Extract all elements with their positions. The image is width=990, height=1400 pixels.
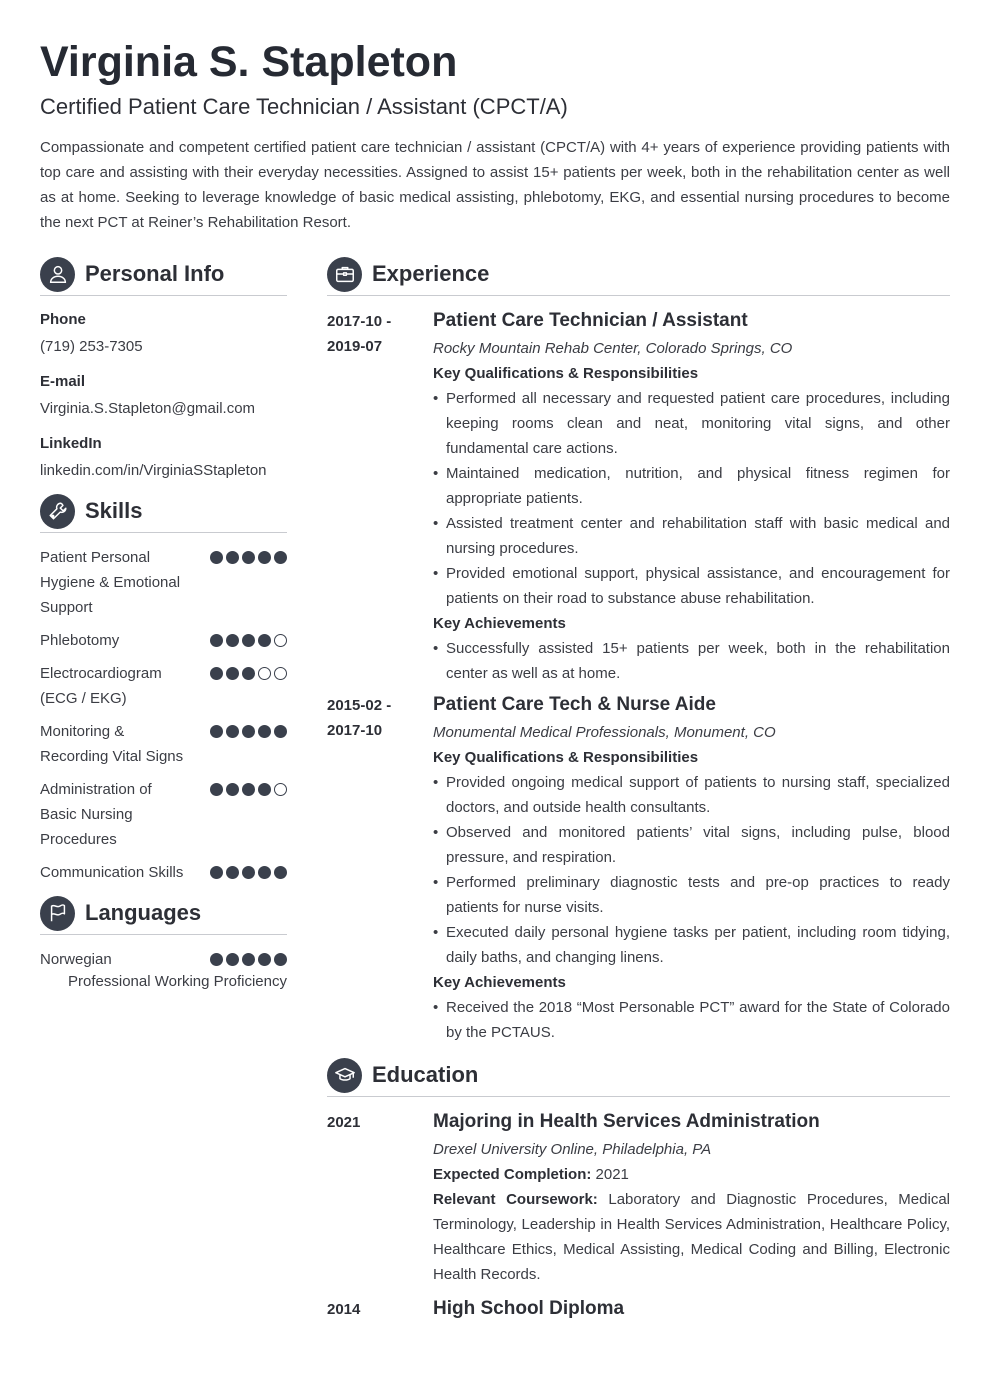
date-start: 2015-02 - (327, 697, 392, 714)
job-organization: Monumental Medical Professionals, Monument, CO (433, 724, 776, 741)
responsibility-item: • Maintained medication, nutrition, and physical fitness regimen for appropriate patients. (433, 461, 950, 511)
responsibilities-heading: Key Qualifications & Responsibilities (433, 749, 699, 766)
filled-dot (274, 551, 287, 564)
filled-dot (210, 634, 223, 647)
skill-row (40, 545, 287, 620)
experience-list (327, 309, 950, 1045)
empty-dot (274, 783, 287, 796)
filled-dot (210, 667, 223, 680)
education-year: 2021 (327, 1114, 361, 1131)
responsibilities-heading: Key Qualifications & Responsibilities (433, 365, 699, 382)
filled-dot (242, 783, 255, 796)
relevant-coursework (433, 1187, 950, 1287)
linkedin-label: LinkedIn (40, 435, 102, 452)
filled-dot (274, 953, 287, 966)
achievement-item: • Successfully assisted 15+ patients per week, both in the rehabilitation center as well as at home. (433, 636, 950, 686)
achievement-item: • Received the 2018 “Most Personable PCT” award for the State of Colorado by the PCTAUS. (433, 995, 950, 1045)
right-column (327, 256, 950, 1323)
filled-dot (242, 667, 255, 680)
rating-dots (210, 667, 287, 711)
left-column (40, 256, 287, 992)
filled-dot (226, 953, 239, 966)
filled-dot (258, 725, 271, 738)
filled-dot (226, 866, 239, 879)
email-label: E-mail (40, 373, 86, 390)
achievements-heading: Key Achievements (433, 615, 566, 632)
filled-dot (210, 783, 223, 796)
languages-list (40, 947, 287, 992)
filled-dot (210, 551, 223, 564)
job-title: Patient Care Tech & Nurse Aide (433, 694, 716, 715)
skill-row (40, 777, 287, 852)
filled-dot (242, 634, 255, 647)
education-year: 2014 (327, 1301, 361, 1318)
experience-header (327, 256, 950, 296)
entry-body (433, 309, 950, 686)
rating-dots (210, 783, 287, 852)
entry-body (433, 1297, 950, 1323)
job-organization: Rocky Mountain Rehab Center, Colorado Springs, CO (433, 340, 793, 357)
skill-name: Phlebotomy (40, 632, 120, 649)
language-row (40, 947, 287, 972)
filled-dot (226, 667, 239, 680)
education-entry (327, 1297, 950, 1323)
education-list (327, 1110, 950, 1323)
completion-label: Expected Completion: (433, 1166, 592, 1183)
language-proficiency: Professional Working Proficiency (68, 973, 287, 990)
skill-row (40, 719, 287, 769)
entry-dates (327, 309, 433, 686)
responsibility-item: • Performed preliminary diagnostic tests and pre-op practices to ready patients for nurse visits. (433, 870, 950, 920)
filled-dot (258, 634, 271, 647)
filled-dot (226, 783, 239, 796)
filled-dot (226, 725, 239, 738)
filled-dot (242, 551, 255, 564)
coursework-value: Laboratory and Diagnostic Procedures, Medical Terminology, Leadership in Health Services Administration, Healthcare Policy, Healthcare Ethics, Medical Assisting, Medical Coding and Billing, Electronic Health Records. (433, 1191, 950, 1283)
education-title: Education (372, 1062, 479, 1087)
date-start: 2017-10 - (327, 313, 392, 330)
skill-row (40, 661, 287, 711)
candidate-headline: Certified Patient Care Technician / Assistant (CPCT/A) (40, 94, 568, 119)
filled-dot (258, 783, 271, 796)
empty-dot (274, 634, 287, 647)
achievements-heading: Key Achievements (433, 974, 566, 991)
filled-dot (226, 634, 239, 647)
skill-name: Monitoring & Recording Vital Signs (40, 723, 184, 765)
filled-dot (242, 953, 255, 966)
candidate-name: Virginia S. Stapleton (40, 38, 458, 86)
skill-name: Electrocardiogram (ECG / EKG) (40, 665, 162, 707)
job-title: Patient Care Technician / Assistant (433, 310, 748, 331)
achievements-list (433, 636, 950, 686)
coursework-label: Relevant Coursework: (433, 1191, 598, 1208)
experience-entry (327, 309, 950, 686)
responsibilities-list (433, 386, 950, 611)
filled-dot (242, 866, 255, 879)
filled-dot (258, 953, 271, 966)
language-name: Norwegian (40, 951, 112, 968)
person-icon (40, 257, 75, 292)
skills-header (40, 493, 287, 533)
rating-dots (210, 866, 287, 885)
linkedin-link[interactable]: linkedin.com/in/VirginiaSStapleton (40, 462, 267, 479)
degree-title: High School Diploma (433, 1298, 625, 1319)
date-end: 2017-10 (327, 722, 383, 739)
languages-title: Languages (85, 900, 202, 925)
degree-title: Majoring in Health Services Administration (433, 1111, 820, 1132)
skill-name: Patient Personal Hygiene & Emotional Support (40, 549, 181, 616)
email-link[interactable]: Virginia.S.Stapleton@gmail.com (40, 400, 256, 417)
skill-name: Communication Skills (40, 864, 184, 881)
phone-label: Phone (40, 311, 86, 328)
skill-row (40, 860, 287, 885)
experience-title: Experience (372, 261, 490, 286)
achievements-list (433, 995, 950, 1045)
filled-dot (274, 725, 287, 738)
entry-dates (327, 693, 433, 1045)
completion-value: 2021 (595, 1166, 629, 1183)
expected-completion (433, 1162, 950, 1187)
responsibility-item: • Provided emotional support, physical assistance, and encouragement for patients on their road to substance abuse rehabilitation. (433, 561, 950, 611)
entry-body (433, 693, 950, 1045)
filled-dot (210, 953, 223, 966)
education-header (327, 1057, 950, 1097)
filled-dot (210, 725, 223, 738)
rating-dots (210, 953, 287, 972)
responsibilities-list (433, 770, 950, 970)
filled-dot (226, 551, 239, 564)
rating-dots (210, 551, 287, 620)
experience-entry (327, 693, 950, 1045)
filled-dot (242, 725, 255, 738)
school-name: Drexel University Online, Philadelphia, PA (433, 1141, 712, 1158)
filled-dot (258, 551, 271, 564)
responsibility-item: • Provided ongoing medical support of patients to nursing staff, specialized doctors, and outside health consultants. (433, 770, 950, 820)
responsibility-item: • Observed and monitored patients’ vital signs, including pulse, blood pressure, and respiration. (433, 820, 950, 870)
responsibility-item: • Assisted treatment center and rehabilitation staff with basic medical and nursing procedures. (433, 511, 950, 561)
responsibility-item: • Executed daily personal hygiene tasks per patient, including room tidying, daily baths, and changing linens. (433, 920, 950, 970)
graduation-cap-icon (327, 1058, 362, 1093)
rating-dots (210, 725, 287, 769)
rating-dots (210, 634, 287, 653)
skills-list (40, 545, 287, 885)
skill-name: Administration of Basic Nursing Procedures (40, 781, 152, 848)
phone-value: (719) 253-7305 (40, 338, 143, 355)
personal-info-title: Personal Info (85, 261, 225, 286)
date-end: 2019-07 (327, 338, 383, 355)
education-entry (327, 1110, 950, 1287)
empty-dot (258, 667, 271, 680)
empty-dot (274, 667, 287, 680)
languages-header (40, 895, 287, 935)
filled-dot (210, 866, 223, 879)
flag-icon (40, 896, 75, 931)
personal-info-header (40, 256, 287, 296)
tools-icon (40, 494, 75, 529)
skills-title: Skills (85, 498, 143, 523)
responsibility-item: • Performed all necessary and requested patient care procedures, including keeping rooms clean and neat, monitoring vital signs, and other fundamental care actions. (433, 386, 950, 461)
summary-paragraph: Compassionate and competent certified patient care technician / assistant (CPCT/A) with 4+ years of experience providing patients with top care and assisting with their everyday necessities. Assigned to assist 15+ patients per week, both in the rehabilitation center as well as at home. Seeking to leverage knowledge of basic medical assisting, phlebotomy, EKG, and essential nursing procedures to become the next PCT at Reiner’s Rehabilitation Resort. (40, 139, 950, 231)
entry-body (433, 1110, 950, 1287)
filled-dot (258, 866, 271, 879)
briefcase-icon (327, 257, 362, 292)
filled-dot (274, 866, 287, 879)
skill-row (40, 628, 287, 653)
